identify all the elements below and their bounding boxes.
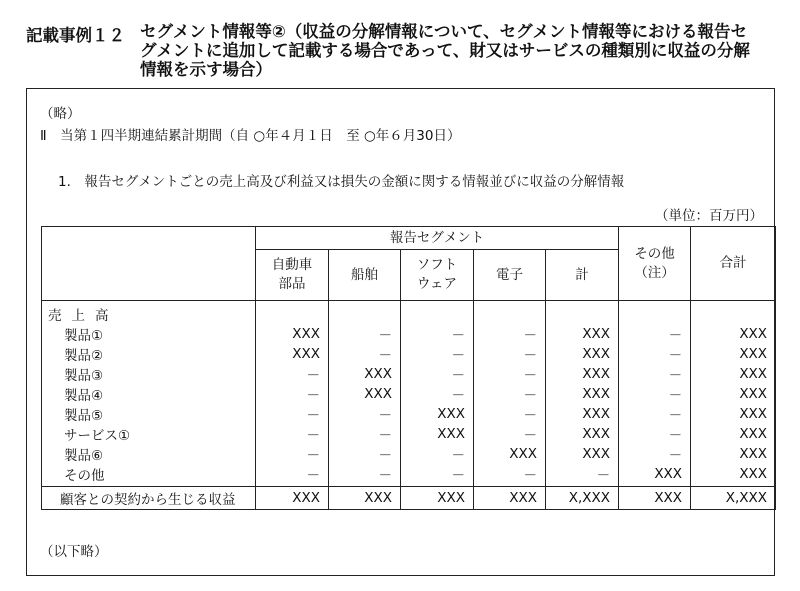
- table-cell: －: [474, 384, 546, 404]
- table-cell: XXX: [256, 324, 329, 344]
- table-cell: －: [256, 384, 329, 404]
- table-cell: XXX: [329, 364, 401, 384]
- table-cell: －: [401, 444, 474, 464]
- table-cell: －: [619, 384, 691, 404]
- total-cell: XXX: [401, 487, 474, 510]
- table-row: [42, 384, 776, 404]
- example-title: [140, 22, 790, 79]
- total-cell: XXX: [619, 487, 691, 510]
- table-cell: －: [474, 464, 546, 487]
- table-cell: －: [474, 324, 546, 344]
- row-label: 製品③: [42, 364, 256, 384]
- header-grand-total: 合計: [691, 227, 776, 301]
- table-row: [42, 364, 776, 384]
- unit-label: （単位：百万円）: [655, 208, 763, 224]
- table-cell: XXX: [546, 364, 619, 384]
- header-electronics: 電子: [474, 250, 546, 301]
- total-cell: X,XXX: [691, 487, 776, 510]
- header-auto-parts-line2: 部品: [278, 276, 306, 292]
- header-other-line1: その他: [634, 245, 675, 262]
- table-cell: －: [619, 404, 691, 424]
- row-label: 製品⑤: [42, 404, 256, 424]
- table-cell: XXX: [691, 364, 776, 384]
- table-cell: －: [256, 364, 329, 384]
- table-cell: －: [329, 424, 401, 444]
- table-cell: XXX: [546, 324, 619, 344]
- table-row: [42, 344, 776, 364]
- total-row-label: 顧客との契約から生じる収益: [42, 487, 256, 510]
- header-software: [401, 250, 474, 301]
- table-cell: －: [329, 464, 401, 487]
- table-cell: XXX: [546, 384, 619, 404]
- row-label: 製品①: [42, 324, 256, 344]
- table-cell: XXX: [691, 424, 776, 444]
- table-cell: XXX: [329, 384, 401, 404]
- table-cell: －: [256, 444, 329, 464]
- table-cell: －: [401, 464, 474, 487]
- table-cell: －: [401, 344, 474, 364]
- header-row-1: [42, 227, 776, 250]
- table-cell: XXX: [256, 344, 329, 364]
- section-label: 売上高: [42, 301, 256, 325]
- section-title: 1. 報告セグメントごとの売上高及び利益又は損失の金額に関する情報並びに収益の分解情報: [58, 174, 625, 190]
- header-other-line2: （注）: [634, 264, 675, 281]
- table-row: [42, 464, 776, 487]
- table-cell: XXX: [474, 444, 546, 464]
- header-auto-parts: [256, 250, 329, 301]
- header-other: [619, 227, 691, 301]
- table-cell: －: [619, 364, 691, 384]
- table-cell: －: [619, 424, 691, 444]
- table-cell: －: [474, 344, 546, 364]
- row-label: その他: [42, 464, 256, 487]
- table-row: [42, 404, 776, 424]
- row-label: 製品④: [42, 384, 256, 404]
- table-cell: XXX: [619, 464, 691, 487]
- table-cell: －: [401, 364, 474, 384]
- header-software-line2: ウェア: [417, 276, 457, 292]
- header-shipping: 船舶: [329, 250, 401, 301]
- table-cell: XXX: [691, 444, 776, 464]
- table-cell: XXX: [691, 384, 776, 404]
- table-body: [42, 301, 776, 487]
- header-auto-parts-line1: 自動車: [271, 257, 313, 273]
- table-cell: XXX: [401, 424, 474, 444]
- row-label: サービス①: [42, 424, 256, 444]
- row-label: 製品⑥: [42, 444, 256, 464]
- table-cell: XXX: [546, 444, 619, 464]
- table-cell: －: [619, 444, 691, 464]
- total-cell: X,XXX: [546, 487, 619, 510]
- table-cell: XXX: [691, 324, 776, 344]
- table-row: [42, 324, 776, 344]
- segment-revenue-table: [41, 226, 776, 510]
- example-number: 記載事例１２: [26, 26, 125, 45]
- omitted-bottom-note: （以下略）: [40, 544, 108, 560]
- total-cell: XXX: [256, 487, 329, 510]
- table-cell: XXX: [691, 344, 776, 364]
- table-cell: －: [474, 424, 546, 444]
- table-cell: －: [474, 404, 546, 424]
- header-software-line1: ソフト: [416, 257, 458, 273]
- header-reporting-segments: 報告セグメント: [256, 227, 619, 250]
- table-cell: XXX: [546, 344, 619, 364]
- table-cell: XXX: [691, 404, 776, 424]
- table-cell: －: [619, 344, 691, 364]
- table-cell: －: [256, 424, 329, 444]
- header-blank: [42, 227, 256, 301]
- total-cell: XXX: [474, 487, 546, 510]
- title-line-2: グメントに追加して記載する場合であって、財又はサービスの種類別に収益の分解: [140, 41, 750, 60]
- table-cell: XXX: [401, 404, 474, 424]
- table-cell: XXX: [546, 424, 619, 444]
- table-cell: －: [256, 464, 329, 487]
- table-cell: －: [474, 364, 546, 384]
- total-cell: XXX: [329, 487, 401, 510]
- table-cell: －: [329, 444, 401, 464]
- table-cell: －: [329, 404, 401, 424]
- table-cell: XXX: [691, 464, 776, 487]
- table-cell: XXX: [546, 404, 619, 424]
- table-cell: －: [401, 384, 474, 404]
- table-cell: －: [401, 324, 474, 344]
- table-cell: －: [329, 344, 401, 364]
- title-line-1: セグメント情報等②（収益の分解情報について、セグメント情報等における報告セ: [140, 22, 747, 41]
- table-cell: －: [546, 464, 619, 487]
- header-segment-total: 計: [546, 250, 619, 301]
- row-label: 製品②: [42, 344, 256, 364]
- title-line-3: 情報を示す場合）: [140, 60, 272, 79]
- table-row: [42, 424, 776, 444]
- omitted-top-note: （略）: [40, 106, 81, 122]
- table-cell: －: [329, 324, 401, 344]
- table-row: [42, 444, 776, 464]
- table-cell: －: [256, 404, 329, 424]
- total-row: [42, 487, 776, 510]
- period-line: Ⅱ 当第１四半期連結累計期間（自 ○年４月１日 至 ○年６月30日）: [40, 128, 461, 144]
- table-cell: －: [619, 324, 691, 344]
- section-row-sales: [42, 301, 776, 325]
